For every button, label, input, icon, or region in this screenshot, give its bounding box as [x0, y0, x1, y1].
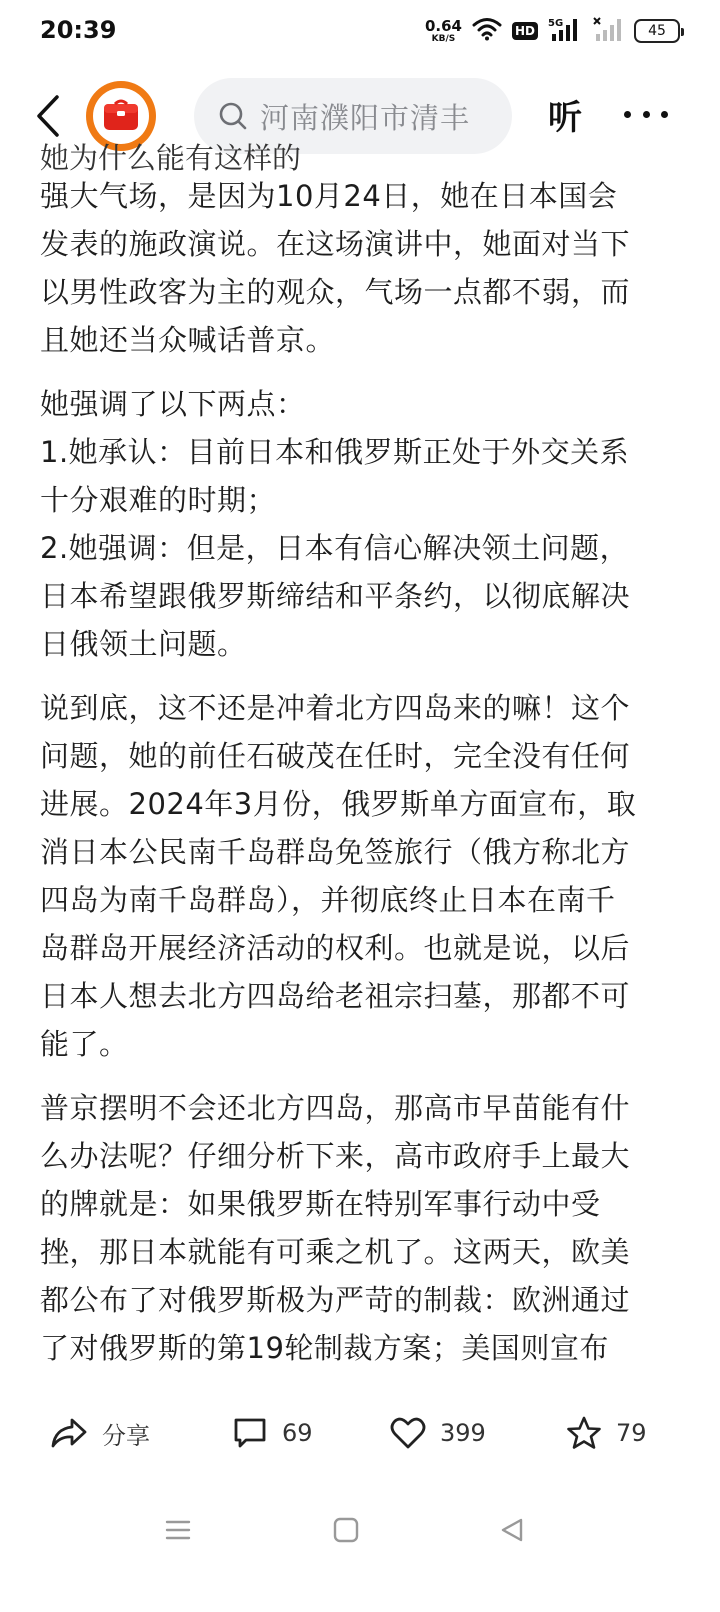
paragraph-line: 日本人想去北方四岛给老祖宗扫墓，那都不可	[40, 979, 631, 1013]
menu-lines-icon	[165, 1518, 191, 1542]
signal-5g-label: 5G	[548, 18, 564, 29]
paragraph-line: 日俄领土问题。	[40, 627, 247, 661]
share-button[interactable]	[50, 1412, 150, 1454]
paragraph-line: 岛群岛开展经济活动的权利。也就是说，以后	[40, 931, 631, 965]
star-icon	[566, 1416, 602, 1450]
paragraph-line: 能了。	[40, 1027, 129, 1061]
more-dot	[643, 111, 650, 118]
system-back-button[interactable]	[492, 1510, 532, 1550]
paragraph-line: 挫，那日本就能有可乘之机了。这两天，欧美	[40, 1235, 631, 1269]
article-paragraph-2	[40, 380, 680, 668]
battery-level: 45	[648, 23, 666, 39]
paragraph-line: 进展。2024年3月份，俄罗斯单方面宣布，取	[40, 787, 637, 821]
recent-apps-button[interactable]	[158, 1510, 198, 1550]
favorite-count: 79	[616, 1419, 647, 1447]
search-icon	[218, 101, 248, 131]
article-action-bar	[0, 1400, 720, 1466]
article-body	[40, 141, 680, 1392]
share-label: 分享	[102, 1421, 150, 1450]
more-dot	[661, 111, 668, 118]
status-icons	[425, 14, 680, 48]
status-time: 20:39	[40, 16, 117, 44]
system-nav-bar	[0, 1500, 720, 1560]
paragraph-line: 了对俄罗斯的第19轮制裁方案；美国则宣布	[40, 1331, 609, 1365]
back-triangle-icon	[499, 1517, 525, 1543]
share-arrow-icon	[50, 1416, 88, 1450]
paragraph-line: 十分艰难的时期；	[40, 483, 277, 517]
home-square-icon	[333, 1517, 359, 1543]
article-paragraph-1	[40, 172, 680, 364]
back-button[interactable]	[28, 90, 68, 142]
red-box-logo-icon	[101, 98, 141, 134]
paragraph-line: 发表的施政演说。在这场演讲中，她面对当下	[40, 227, 631, 261]
paragraph-line: 2.她强调：但是，日本有信心解决领土问题，	[40, 531, 630, 565]
paragraph-line: 四岛为南千岛群岛），并彻底终止日本在南千	[40, 883, 616, 917]
paragraph-line: 说到底，这不还是冲着北方四岛来的嘛！这个	[40, 691, 631, 725]
paragraph-line: 她强调了以下两点：	[40, 387, 306, 421]
battery-indicator	[634, 19, 680, 43]
favorite-button[interactable]	[566, 1412, 647, 1454]
signal-5g-icon	[548, 16, 582, 46]
article-paragraph-3	[40, 684, 680, 1068]
status-bar	[0, 0, 720, 64]
paragraph-line: 么办法呢？仔细分析下来，高市政府手上最大	[40, 1139, 631, 1173]
more-dot	[624, 111, 631, 118]
like-button[interactable]	[390, 1412, 486, 1454]
listen-button[interactable]: 听	[548, 98, 582, 138]
paragraph-line: 1.她承认：目前日本和俄罗斯正处于外交关系	[40, 435, 630, 469]
comment-bubble-icon	[232, 1416, 268, 1450]
paragraph-line: 强大气场，是因为10月24日，她在日本国会	[40, 179, 618, 213]
like-count: 399	[440, 1419, 486, 1447]
paragraph-line: 普京摆明不会还北方四岛，那高市早苗能有什	[40, 1091, 631, 1125]
network-speed	[424, 16, 462, 44]
paragraph-line: 问题，她的前任石破茂在任时，完全没有任何	[40, 739, 631, 773]
comment-button[interactable]	[232, 1412, 313, 1454]
wifi-icon	[472, 17, 502, 45]
paragraph-line: 消日本公民南千岛群岛免签旅行（俄方称北方	[40, 835, 631, 869]
paragraph-line: 日本希望跟俄罗斯缔结和平条约，以彻底解决	[40, 579, 631, 613]
more-dots-icon[interactable]	[624, 94, 668, 134]
home-button[interactable]	[326, 1510, 366, 1550]
signal-secondary-icon	[592, 16, 624, 46]
cut-off-text: 她为什么能有这样的	[40, 141, 302, 175]
heart-icon	[390, 1416, 426, 1450]
hd-badge: HD	[512, 22, 538, 40]
paragraph-line: 的牌就是：如果俄罗斯在特别军事行动中受	[40, 1187, 601, 1221]
search-placeholder: 河南濮阳市清丰	[260, 100, 471, 135]
comment-count: 69	[282, 1419, 313, 1447]
article-paragraph-4	[40, 1084, 680, 1372]
chevron-left-icon	[35, 94, 61, 138]
paragraph-line: 以男性政客为主的观众，气场一点都不弱，而	[40, 275, 631, 309]
paragraph-line: 且她还当众喊话普京。	[40, 323, 336, 357]
network-speed-value: 0.64	[424, 16, 462, 35]
cut-off-text-line	[40, 141, 680, 175]
network-speed-unit: KB/S	[431, 33, 456, 44]
paragraph-line: 都公布了对俄罗斯极为严苛的制裁：欧洲通过	[40, 1283, 631, 1317]
